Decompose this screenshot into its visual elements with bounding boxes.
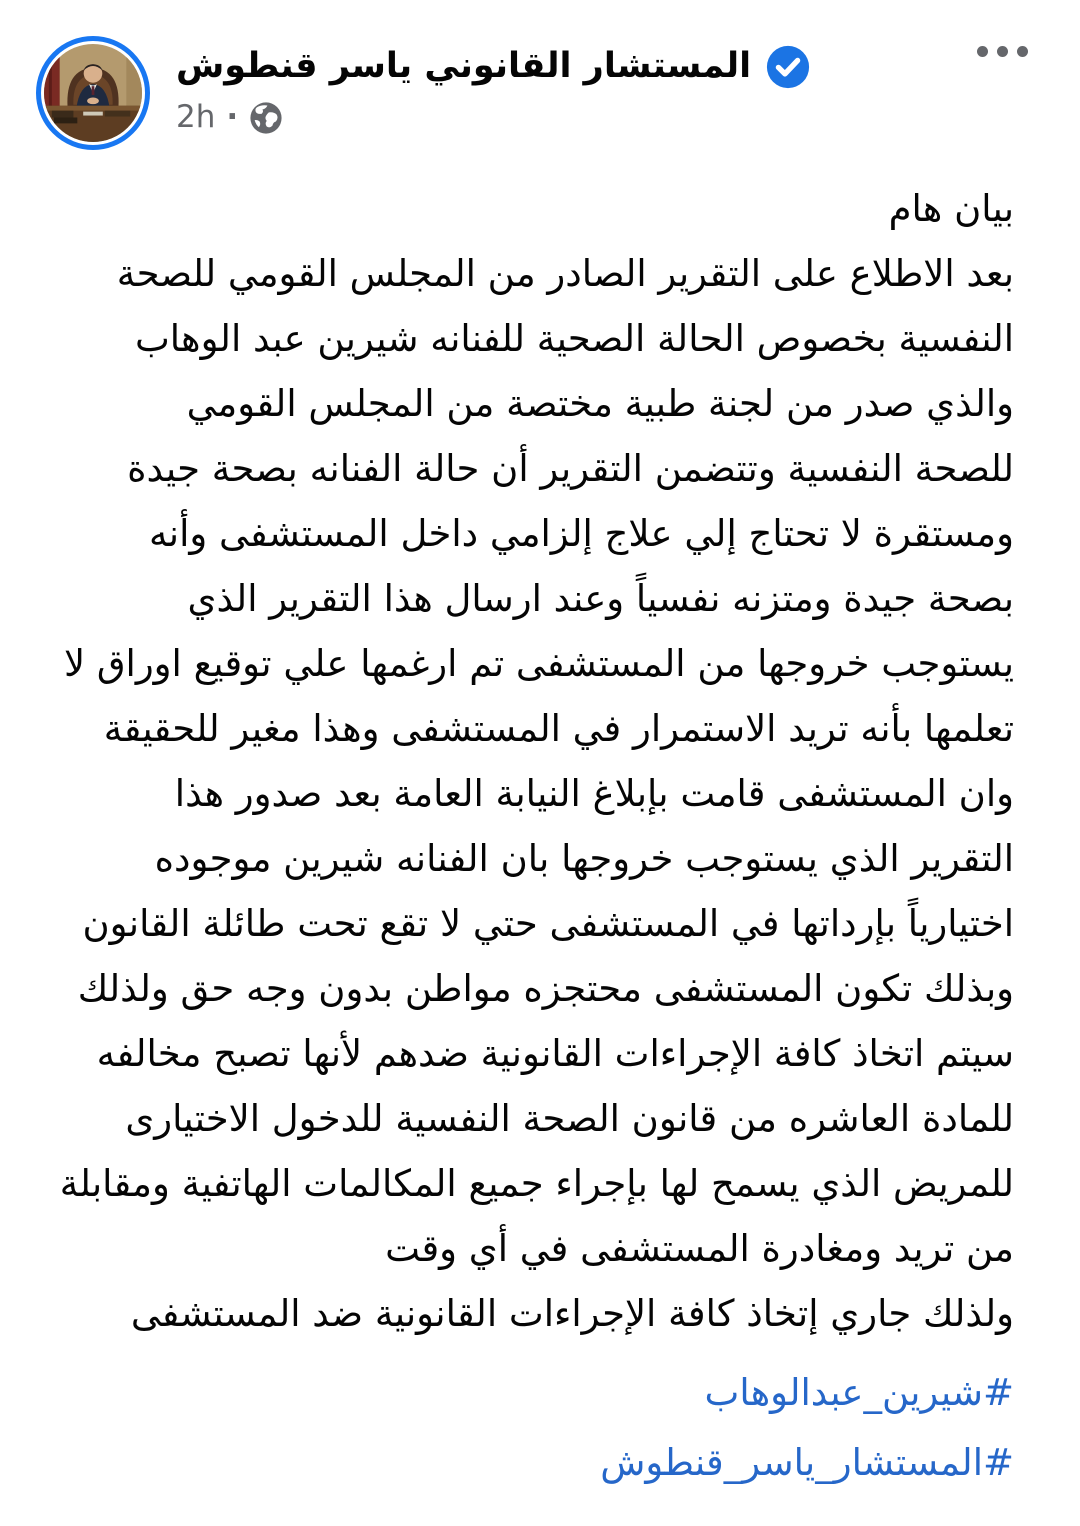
post-text-line: ومستقرة لا تحتاج إلي علاج إلزامي داخل المستشفى وأنه: [148, 512, 1014, 555]
post-timestamp[interactable]: 2h: [176, 99, 216, 135]
post-text-line: تعلمها بأنه تريد الاستمرار في المستشفى وهذا مغير للحقيقة: [103, 707, 1014, 750]
post-text-line: يستوجب خروجها من المستشفى تم ارغمها علي توقيع اوراق لا: [63, 642, 1014, 685]
profile-name[interactable]: المستشار القانوني ياسر قنطوش: [176, 46, 752, 87]
more-options-button[interactable]: [971, 40, 1034, 63]
hashtag-link[interactable]: #شيرين_عبدالوهاب: [704, 1371, 1014, 1414]
post-text-line: بصحة جيدة ومتزنه نفسياً وعند ارسال هذا التقرير الذي: [187, 577, 1014, 620]
post-text-line: والذي صدر من لجنة طبية مختصة من المجلس القومي: [186, 382, 1014, 425]
header-info: [176, 36, 811, 135]
post-text-line: سيتم اتخاذ كافة الإجراءات القانونية ضدهم لأنها تصبح مخالفه: [96, 1032, 1014, 1075]
post-text-line: بيان هام: [888, 187, 1014, 230]
name-row: [176, 44, 811, 90]
hashtag-link[interactable]: #المستشار_ياسر_قنطوش: [600, 1441, 1014, 1484]
post-text-line: للمريض الذي يسمح لها بإجراء جميع المكالمات الهاتفية ومقابلة: [59, 1162, 1014, 1205]
post-text-line: التقرير الذي يستوجب خروجها بان الفنانه شيرين موجوده: [154, 837, 1014, 880]
more-options-icon: [977, 46, 988, 57]
post-text-line: اختيارياً بإرداتها في المستشفى حتي لا تقع تحت طائلة القانون: [82, 902, 1014, 945]
post-text-line: وان المستشفى قامت بإبلاغ النيابة العامة بعد صدور هذا: [174, 772, 1014, 815]
profile-avatar[interactable]: [36, 36, 150, 150]
public-globe-icon: [249, 101, 283, 135]
post-text-line: النفسية بخصوص الحالة الصحية للفنانه شيرين عبد الوهاب: [134, 317, 1014, 360]
post-text-line: من تريد ومغادرة المستشفى في أي وقت: [385, 1227, 1014, 1270]
post-text-line: للصحة النفسية وتتضمن التقرير أن حالة الفنانه بصحة جيدة: [127, 447, 1014, 490]
post-body: [0, 176, 1080, 1498]
meta-separator: ·: [226, 99, 239, 135]
post-text-line: ولذلك جاري إتخاذ كافة الإجراءات القانونية ضد المستشفى: [130, 1292, 1014, 1335]
hashtag-block: [60, 1358, 1014, 1498]
more-options-icon: [1017, 46, 1028, 57]
avatar-photo: [44, 44, 142, 142]
post-header: [0, 0, 1080, 150]
post-meta: [176, 99, 811, 135]
verified-badge-icon: [765, 44, 811, 90]
post-text-line: وبذلك تكون المستشفى محتجزه مواطن بدون وجه حق ولذلك: [77, 967, 1014, 1010]
post-text-line: للمادة العاشره من قانون الصحة النفسية للدخول الاختيارى: [125, 1097, 1014, 1140]
more-options-icon: [997, 46, 1008, 57]
post-text-line: بعد الاطلاع على التقرير الصادر من المجلس القومي للصحة: [116, 252, 1014, 295]
